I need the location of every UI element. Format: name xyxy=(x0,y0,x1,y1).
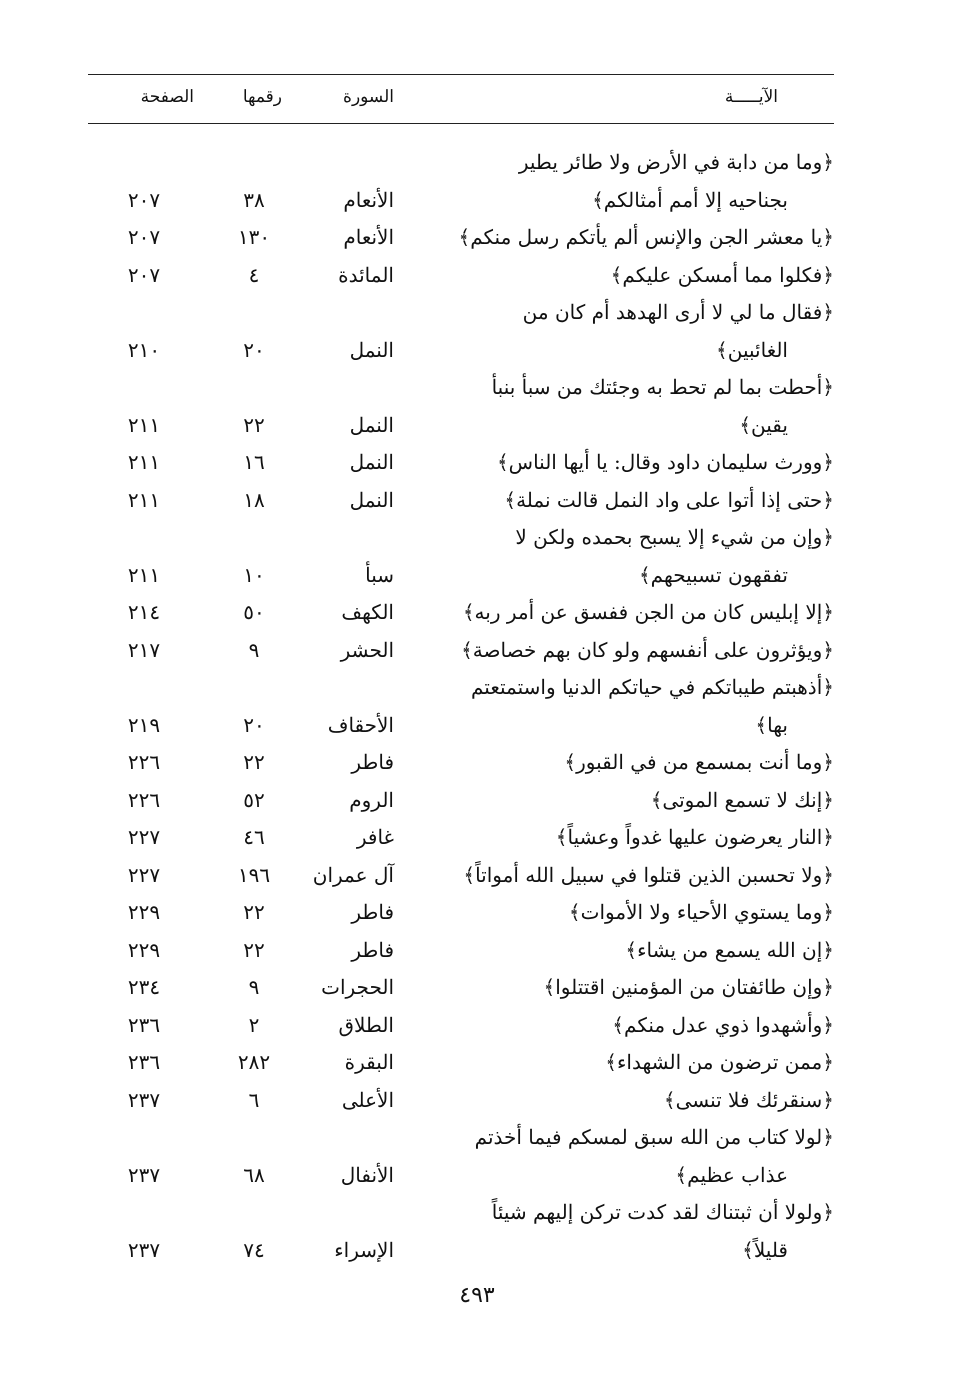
table-row xyxy=(88,969,834,1007)
page-number: ٤٩٣ xyxy=(459,1283,495,1308)
table-row xyxy=(88,744,834,782)
table-row xyxy=(88,857,834,895)
table-row xyxy=(88,1044,834,1082)
header-number: رقمها xyxy=(242,87,282,107)
ayah-number: ٢٠ xyxy=(243,337,265,362)
surah-name: الأنفال xyxy=(340,1162,394,1187)
surah-name: الروم xyxy=(349,787,394,812)
page-ref: ٢٢٩ xyxy=(127,937,161,962)
ayah-text xyxy=(434,632,834,670)
ayah-text xyxy=(434,519,834,594)
ayah-line: ﴿ممن ترضون من الشهداء﴾ xyxy=(605,1050,834,1074)
ayah-text xyxy=(434,219,834,257)
ayah-line: تفقهون تسبيحهم﴾ xyxy=(638,562,788,587)
surah-name: الأنعام xyxy=(343,187,394,212)
ayah-line: ﴿وما من دابة في الأرض ولا طائر يطير xyxy=(518,150,834,174)
page-ref: ٢١١ xyxy=(127,412,161,437)
ayah-line: ﴿وورث سليمان داود وقال: يا أيها الناس﴾ xyxy=(496,450,834,474)
ayah-number: ٩ xyxy=(248,975,260,999)
ayah-line: ﴿النار يعرضون عليها غدواً وعشياً﴾ xyxy=(555,825,834,849)
page-ref: ٢٠٧ xyxy=(127,225,161,249)
table-row xyxy=(88,482,834,520)
page-ref: ٢٢٧ xyxy=(127,825,161,849)
ayah-line: ﴿ولا تحسبن الذين قتلوا في سبيل الله أمواتاً﴾ xyxy=(463,862,834,887)
page-ref: ٢١١ xyxy=(127,562,161,587)
surah-name: المائدة xyxy=(338,262,394,287)
ayah-line: بجناحيه إلا أمم أمثالكم﴾ xyxy=(592,187,788,212)
surah-name: البقرة xyxy=(344,1050,394,1074)
page-ref: ٢٢٦ xyxy=(127,787,161,812)
ayah-line: ﴿وأشهدوا ذوي عدل منكم﴾ xyxy=(612,1012,834,1037)
ayah-line: ﴿ويؤثرون على أنفسهم ولو كان بهم خصاصة﴾ xyxy=(461,637,834,662)
page-ref: ٢١١ xyxy=(127,450,161,474)
table-row xyxy=(88,782,834,820)
ayah-line: ﴿حتى إذا أتوا على واد النمل قالت نملة﴾ xyxy=(504,487,834,512)
ayah-text xyxy=(434,1119,834,1194)
ayah-line: عذاب عظيم﴾ xyxy=(675,1162,788,1187)
table-row xyxy=(88,219,834,257)
ayah-number: ٢ xyxy=(248,1012,260,1037)
ayah-number: ٣٨ xyxy=(243,187,265,212)
surah-name: النمل xyxy=(349,412,394,437)
ayah-text xyxy=(434,782,834,820)
ayah-number: ١٣٠ xyxy=(237,225,271,249)
surah-name: الكهف xyxy=(341,600,394,624)
ayah-number: ٢٢ xyxy=(243,412,265,437)
header-surah: السورة xyxy=(343,87,394,107)
table-header xyxy=(88,74,834,124)
ayah-line: ﴿وما أنت بمسمع من في القبور﴾ xyxy=(564,750,834,774)
ayah-number: ٢٨٢ xyxy=(237,1050,271,1074)
surah-name: الإسراء xyxy=(334,1237,394,1262)
ayah-text xyxy=(434,819,834,857)
ayah-text xyxy=(434,369,834,444)
ayah-number: ١٠ xyxy=(243,562,265,587)
table-row xyxy=(88,1007,834,1045)
surah-name: الحشر xyxy=(340,637,394,662)
page-ref: ٢٠٧ xyxy=(127,262,161,287)
table-row xyxy=(88,444,834,482)
table-row xyxy=(88,819,834,857)
ayah-text xyxy=(434,482,834,520)
ayah-line: ﴿فكلوا مما أمسكن عليكم﴾ xyxy=(610,262,834,287)
ayah-line: الغائبين﴾ xyxy=(716,337,788,362)
ayah-line: ﴿ولولا أن ثبتناك لقد كدت تركن إليهم شيئاً xyxy=(491,1200,834,1224)
index-table xyxy=(88,74,834,1269)
ayah-number: ٢٢ xyxy=(243,937,265,962)
ayah-number: ٢٢ xyxy=(243,750,265,774)
ayah-line: ﴿أذهبتم طيباتكم في حياتكم الدنيا واستمتعتم xyxy=(471,675,834,699)
ayah-text xyxy=(434,932,834,970)
page-ref: ٢٣٤ xyxy=(127,975,161,999)
ayah-number: ٧٤ xyxy=(243,1237,265,1262)
ayah-text xyxy=(434,857,834,895)
page-ref: ٢٢٧ xyxy=(127,862,161,887)
table-row xyxy=(88,1119,834,1194)
ayah-text xyxy=(434,1082,834,1120)
ayah-line: ﴿لولا كتاب من الله سبق لمسكم فيما أخذتم xyxy=(474,1125,834,1149)
surah-name: الأنعام xyxy=(343,225,394,249)
surah-name: آل عمران xyxy=(312,862,394,887)
ayah-line: ﴿فقال ما لي لا أرى الهدهد أم كان من xyxy=(522,300,834,324)
ayah-line: ﴿وما يستوي الأحياء ولا الأموات﴾ xyxy=(568,900,834,924)
surah-name: الطلاق xyxy=(338,1012,394,1037)
table-row xyxy=(88,932,834,970)
ayah-text xyxy=(434,1007,834,1045)
page-ref: ٢٣٦ xyxy=(127,1050,161,1074)
ayah-number: ١٦ xyxy=(243,450,265,474)
surah-name: النمل xyxy=(349,450,394,474)
ayah-number: ٢٠ xyxy=(243,712,265,737)
ayah-line: ﴿إنك لا تسمع الموتى﴾ xyxy=(650,787,834,812)
page-ref: ٢٢٦ xyxy=(127,750,161,774)
ayah-line: ﴿وإن طائفتان من المؤمنين اقتتلوا﴾ xyxy=(543,975,834,999)
ayah-number: ٤٦ xyxy=(243,825,265,849)
surah-name: غافر xyxy=(356,825,394,849)
page-ref: ٢٣٦ xyxy=(127,1012,161,1037)
ayah-line: ﴿يا معشر الجن والإنس ألم يأتكم رسل منكم﴾ xyxy=(458,225,834,249)
table-row xyxy=(88,894,834,932)
table-row xyxy=(88,1194,834,1269)
table-row xyxy=(88,519,834,594)
page-ref: ٢١٧ xyxy=(127,637,161,662)
surah-name: فاطر xyxy=(351,900,394,924)
ayah-text xyxy=(434,1044,834,1082)
ayah-number: ٥٢ xyxy=(243,787,265,812)
ayah-text xyxy=(434,144,834,219)
table-row xyxy=(88,669,834,744)
surah-name: فاطر xyxy=(351,750,394,774)
ayah-line: ﴿أحطت بما لم تحط به وجئتك من سبأ بنبأ xyxy=(491,375,834,399)
table-row xyxy=(88,369,834,444)
header-ayah: الآيـــــة xyxy=(724,87,778,107)
ayah-line: ﴿إلا إبليس كان من الجن ففسق عن أمر ربه﴾ xyxy=(462,600,834,624)
page-ref: ٢٣٧ xyxy=(127,1162,161,1187)
page-ref: ٢٢٩ xyxy=(127,900,161,924)
table-row xyxy=(88,144,834,219)
ayah-line: ﴿سنقرئك فلا تنسى﴾ xyxy=(663,1087,834,1112)
surah-name: الأعلى xyxy=(341,1087,394,1112)
ayah-text xyxy=(434,969,834,1007)
page-ref: ٢٣٧ xyxy=(127,1237,161,1262)
ayah-text xyxy=(434,744,834,782)
table-row xyxy=(88,1082,834,1120)
table-row xyxy=(88,632,834,670)
ayah-text xyxy=(434,444,834,482)
surah-name: النمل xyxy=(349,337,394,362)
page-ref: ٢١٠ xyxy=(127,337,161,362)
page-ref: ٢١٤ xyxy=(127,600,161,624)
ayah-line: ﴿إن الله يسمع من يشاء﴾ xyxy=(625,937,834,962)
ayah-number: ١٩٦ xyxy=(237,862,271,887)
ayah-number: ١٨ xyxy=(243,487,265,512)
ayah-number: ٤ xyxy=(248,262,260,287)
surah-name: سبأ xyxy=(365,562,394,587)
table-row xyxy=(88,594,834,632)
page-ref: ٢١١ xyxy=(127,487,161,512)
table-row xyxy=(88,257,834,295)
ayah-text xyxy=(434,594,834,632)
table-body xyxy=(88,144,834,1269)
surah-name: الأحقاف xyxy=(327,712,394,737)
ayah-line: يقين﴾ xyxy=(739,412,788,437)
ayah-text xyxy=(434,1194,834,1269)
ayah-number: ٦ xyxy=(248,1087,260,1112)
table-row xyxy=(88,294,834,369)
page-ref: ٢١٩ xyxy=(127,712,161,737)
ayah-text xyxy=(434,294,834,369)
ayah-text xyxy=(434,257,834,295)
ayah-text xyxy=(434,669,834,744)
ayah-line: قليلاً﴾ xyxy=(742,1237,788,1262)
surah-name: فاطر xyxy=(351,937,394,962)
header-page: الصفحة xyxy=(140,87,194,107)
ayah-line: بها﴾ xyxy=(755,712,788,737)
page-ref: ٢٠٧ xyxy=(127,187,161,212)
ayah-line: ﴿وإن من شيء إلا يسبح بحمده ولكن لا xyxy=(515,525,834,549)
ayah-number: ٩ xyxy=(248,637,260,662)
ayah-number: ٦٨ xyxy=(243,1162,265,1187)
surah-name: الحجرات xyxy=(321,975,394,999)
page-ref: ٢٣٧ xyxy=(127,1087,161,1112)
ayah-number: ٥٠ xyxy=(243,600,265,624)
surah-name: النمل xyxy=(349,487,394,512)
ayah-number: ٢٢ xyxy=(243,900,265,924)
ayah-text xyxy=(434,894,834,932)
